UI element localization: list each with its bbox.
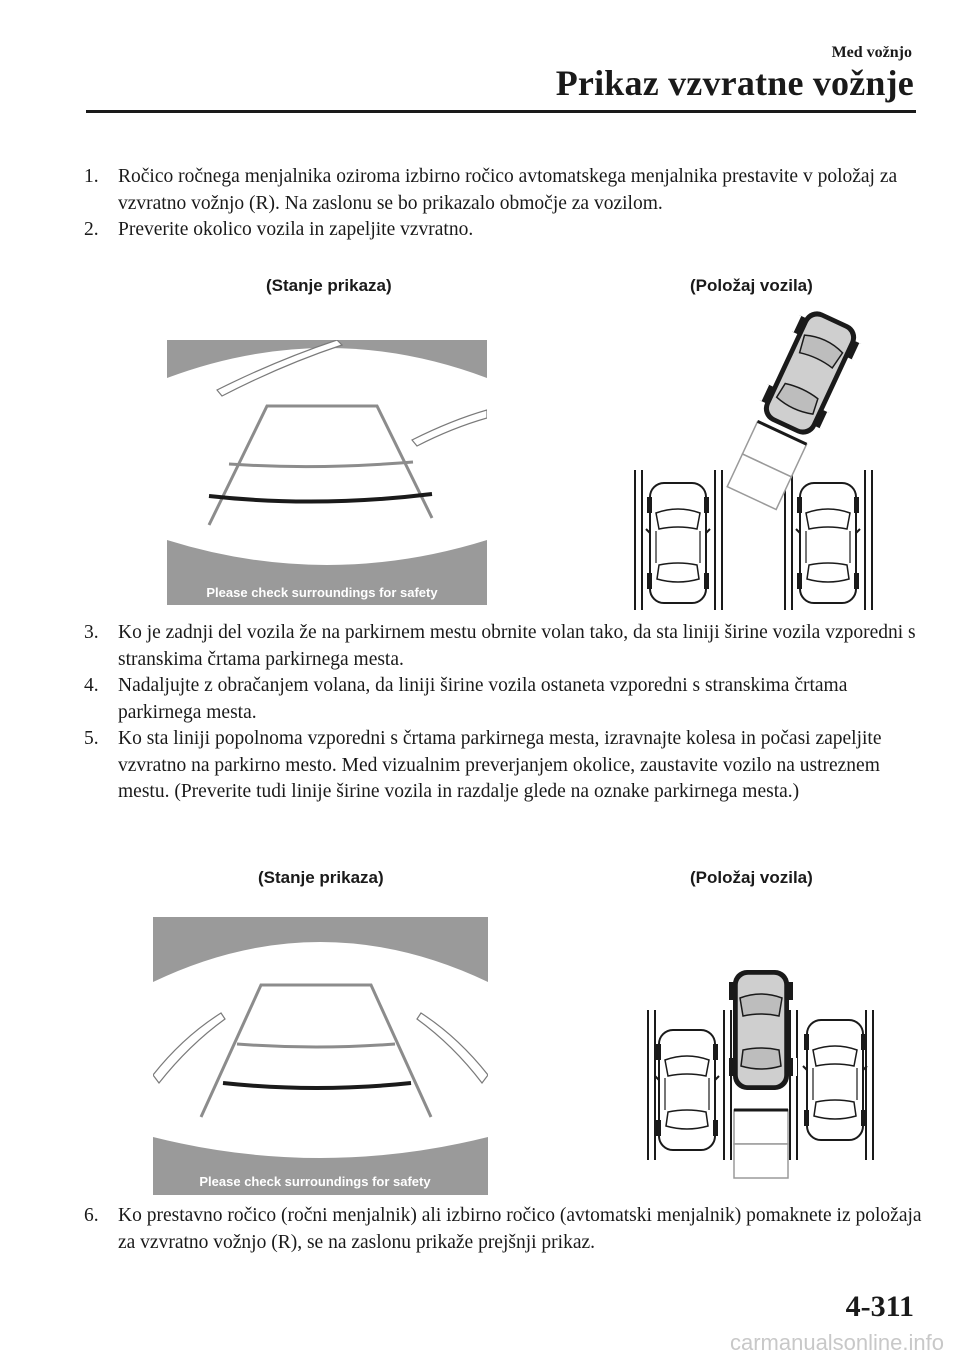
reversing-car-icon xyxy=(752,305,868,443)
step-number: 1. xyxy=(84,166,99,187)
step-text: Ko je zadnji del vozila že na parkirnem mestu obrnite volan tako, da sta liniji širine vozila vzporedni s stranskima črtama parkirnega mesta. xyxy=(118,622,916,670)
step-item xyxy=(84,620,924,673)
step-item xyxy=(84,1203,924,1256)
step-number: 6. xyxy=(84,1205,99,1226)
parked-car-icon xyxy=(655,1030,719,1150)
figure2-safety-message: Please check surroundings for safety xyxy=(199,1174,431,1189)
step-text: Ko prestavno ročico (ročni menjalnik) ali izbirno ročico (avtomatski menjalnik) pomaknete iz položaja za vzvratno vožnjo (R), se na zaslonu prikaže prejšnji prikaz. xyxy=(118,1205,922,1253)
reversing-car-icon xyxy=(725,970,797,1090)
step-item xyxy=(84,217,924,244)
figure2-camera-display xyxy=(153,917,488,1195)
header-divider xyxy=(86,110,916,113)
parked-car-icon xyxy=(646,483,710,603)
figure2-display-caption: (Stanje prikaza) xyxy=(258,868,384,887)
figure1-vehicle-caption: (Položaj vozila) xyxy=(690,276,813,295)
figure1-camera-display xyxy=(167,340,487,605)
figure2-vehicle-caption: (Položaj vozila) xyxy=(690,868,813,887)
step-number: 3. xyxy=(84,622,99,643)
steps-list-1 xyxy=(84,164,924,244)
steps-list-2 xyxy=(84,620,924,806)
figure1-display-caption: (Stanje prikaza) xyxy=(266,276,392,295)
steps-list-3 xyxy=(84,1203,924,1256)
parked-car-icon xyxy=(803,1020,867,1140)
watermark: carmanualsonline.info xyxy=(729,1330,944,1355)
step-text: Preverite okolico vozila in zapeljite vzvratno. xyxy=(118,219,474,240)
section-label: Med vožnjo xyxy=(831,44,912,61)
step-item xyxy=(84,164,924,217)
step-item xyxy=(84,726,924,806)
figure1-safety-message: Please check surroundings for safety xyxy=(206,585,438,600)
figure2-vehicle-position xyxy=(640,960,885,1185)
step-text: Ko sta liniji popolnoma vzporedni s črtama parkirnega mesta, izravnajte kolesa in počasi zapeljite vzvratno na parkirno mesto. Med vizualnim preverjanjem okolice, zaustavite vozilo na ustreznem mestu. (Preverite tudi linije širine vozila in razdalje glede na oznake parkirnega mesta.) xyxy=(118,728,882,802)
page-title: Prikaz vzvratne vožnje xyxy=(555,63,914,103)
step-number: 5. xyxy=(84,728,99,749)
figure1-vehicle-position xyxy=(625,305,875,615)
parked-car-icon xyxy=(796,483,860,603)
step-number: 2. xyxy=(84,219,99,240)
step-text: Nadaljujte z obračanjem volana, da liniji širine vozila ostaneta vzporedni s stranskima črtama parkirnega mesta. xyxy=(118,675,848,723)
page-number: 4-311 xyxy=(845,1290,914,1323)
step-item xyxy=(84,673,924,726)
step-number: 4. xyxy=(84,675,99,696)
step-text: Ročico ročnega menjalnika oziroma izbirno ročico avtomatskega menjalnika prestavite v položaj za vzvratno vožnjo (R). Na zaslonu se bo prikazalo območje za vozilom. xyxy=(118,166,898,214)
